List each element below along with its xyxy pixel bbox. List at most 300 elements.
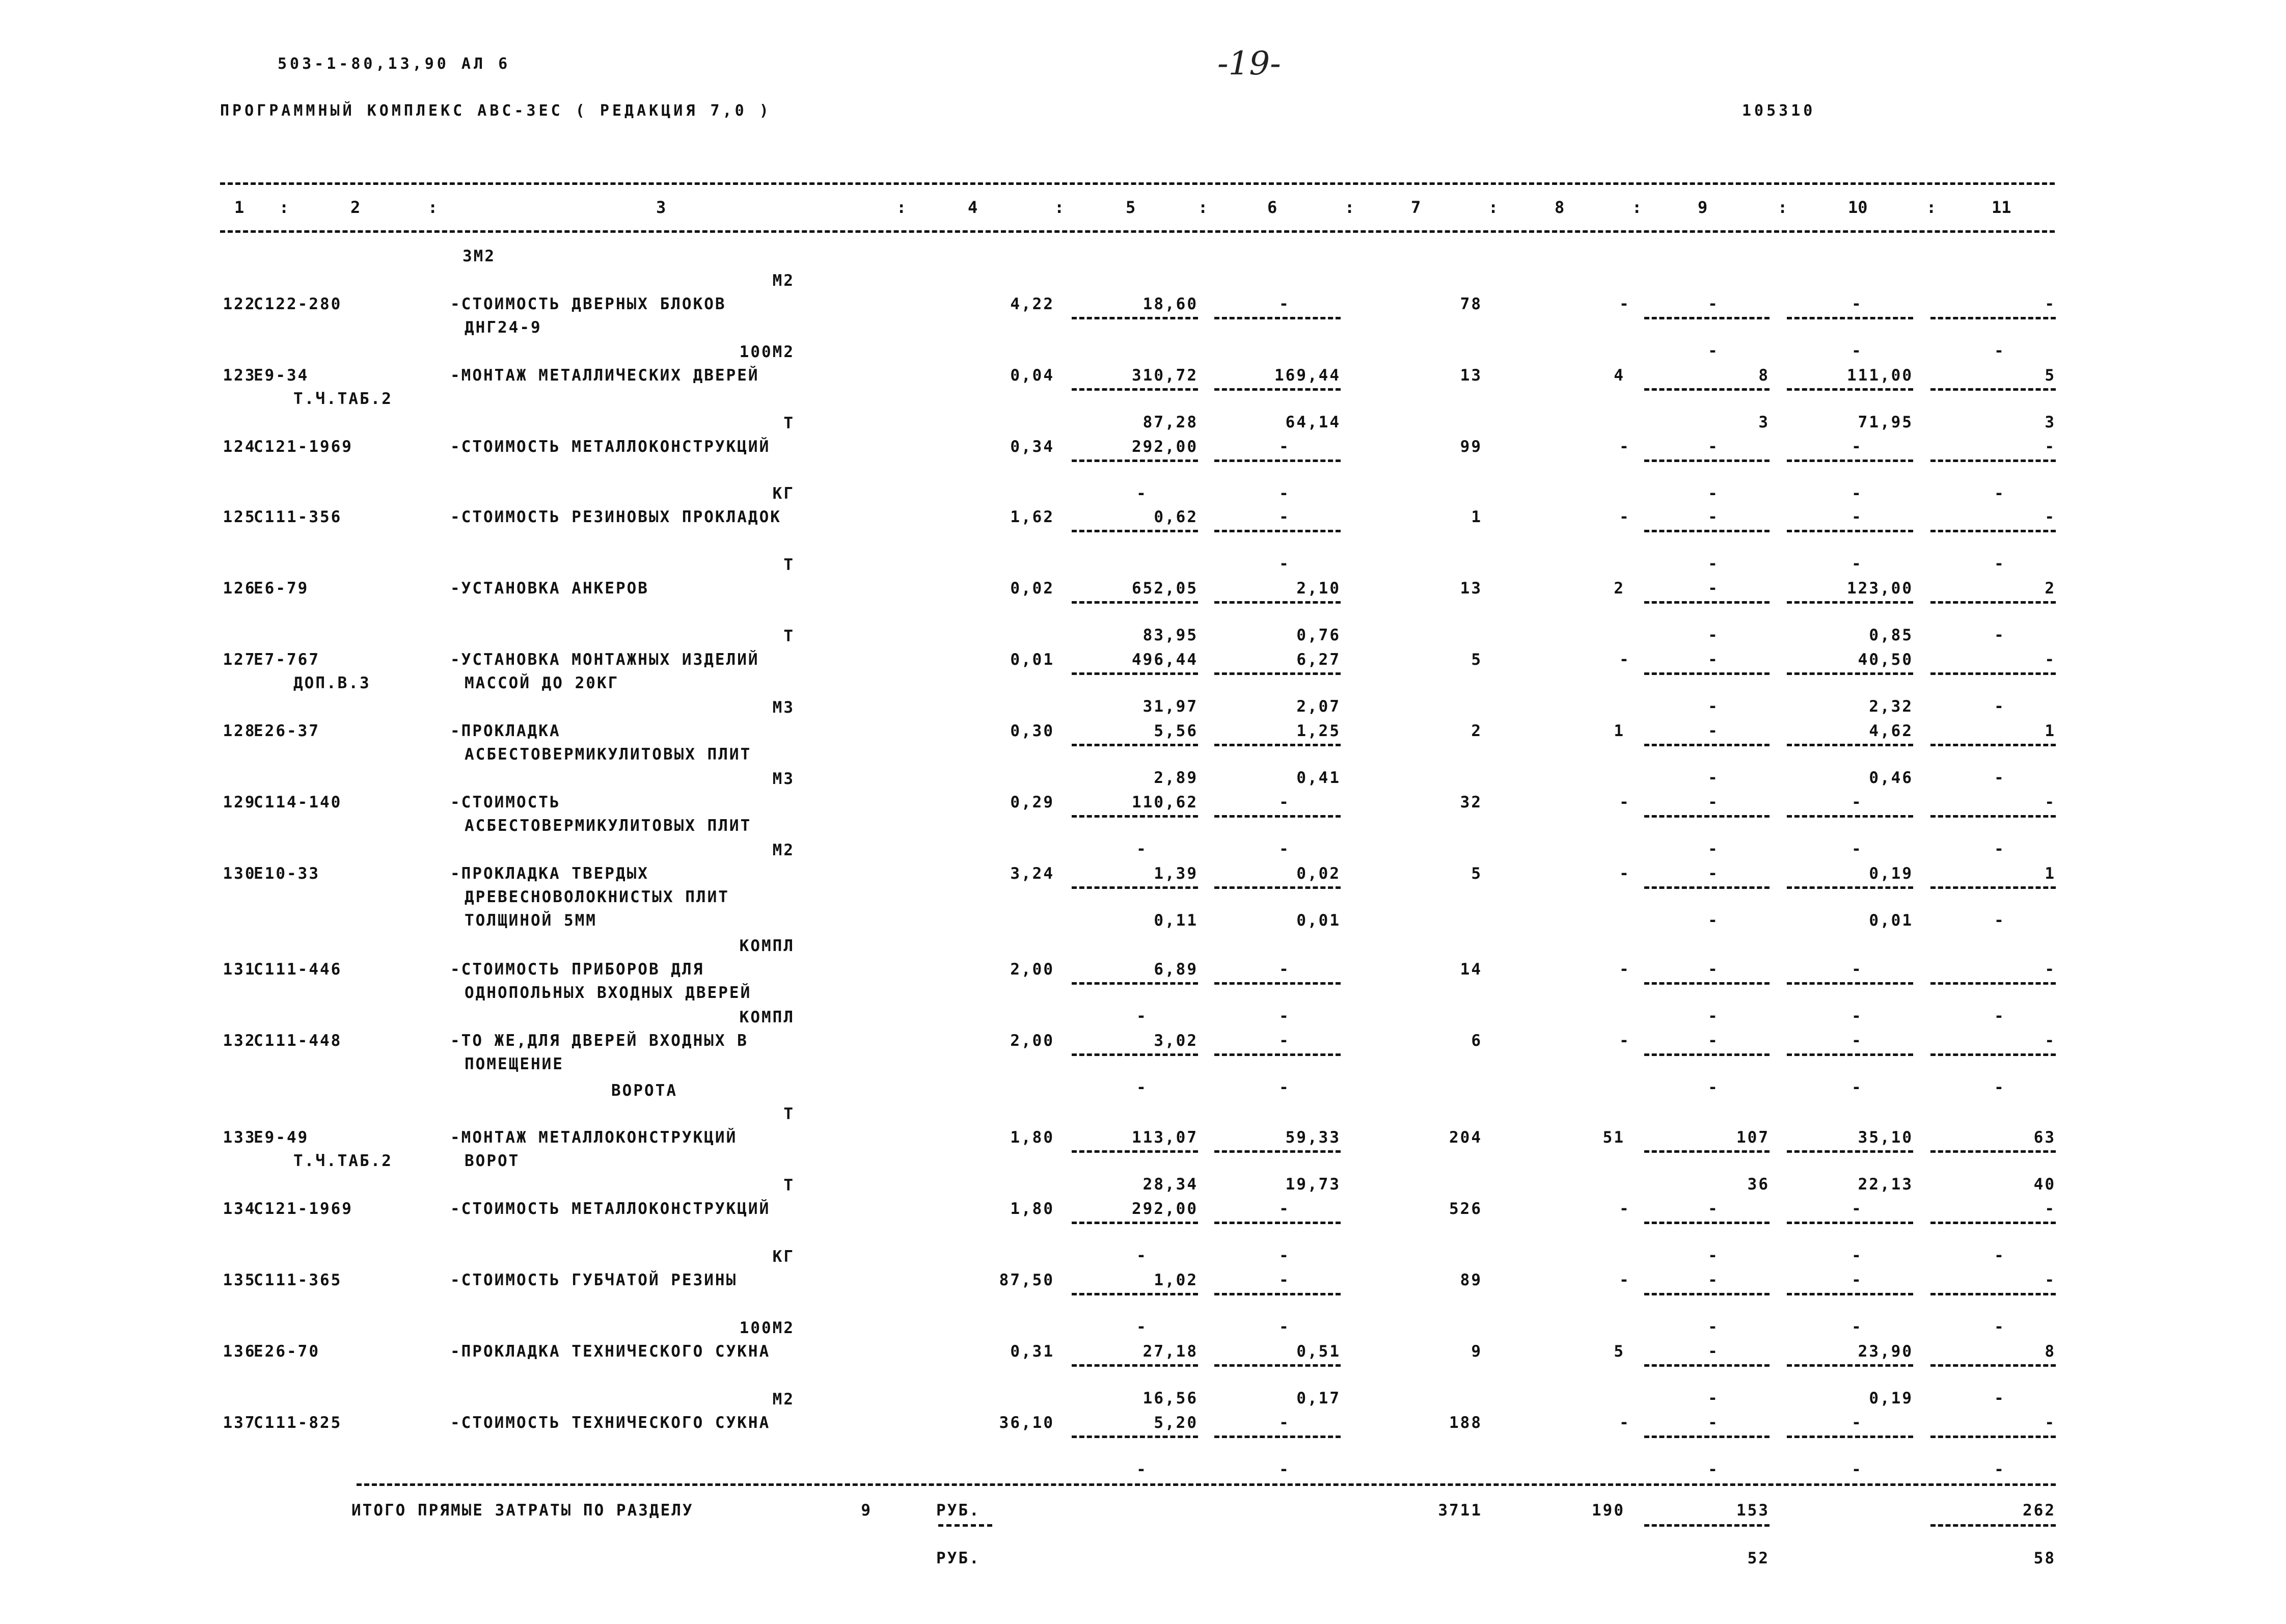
cell-rule — [1072, 388, 1198, 391]
row-number: 134 — [223, 1200, 256, 1218]
wages-unit: - — [1136, 1460, 1148, 1479]
cell-rule — [1787, 317, 1913, 319]
column-header-8: 8 — [1555, 198, 1565, 217]
row-number: 131 — [223, 960, 256, 979]
cell-rule — [1787, 530, 1913, 532]
row-number: 132 — [223, 1032, 256, 1050]
labor-machine-total: - — [1994, 1389, 2005, 1408]
total-cost: 6 — [1471, 1032, 1482, 1050]
wages-machine-unit: 2,07 — [1296, 697, 1341, 716]
unit-cost: 292,00 — [1132, 1200, 1198, 1218]
cell-rule — [1644, 886, 1770, 889]
cell-rule — [1072, 982, 1198, 985]
cell-rule — [1214, 459, 1341, 462]
cell-rule — [1787, 672, 1913, 675]
total-machine-wages-sum: 52 — [1747, 1549, 1770, 1567]
labor-total: 63 — [2033, 1128, 2056, 1147]
unit-cost: 292,00 — [1132, 438, 1198, 456]
wages-machine-unit: - — [1279, 1318, 1290, 1336]
total-wages: - — [1619, 508, 1630, 526]
quantity: 3,24 — [1010, 864, 1054, 883]
labor-norm: 35,10 — [1858, 1128, 1913, 1147]
cell-rule — [1214, 672, 1341, 675]
total-machines: - — [1708, 1342, 1719, 1361]
wages-unit: - — [1136, 1318, 1148, 1336]
row-number: 127 — [223, 651, 256, 669]
unit-label: КОМПЛ — [739, 937, 795, 955]
wages-unit: 28,34 — [1142, 1175, 1198, 1194]
column-header-10: 10 — [1848, 198, 1868, 217]
cell-rule — [1787, 744, 1913, 746]
unit-label: Т — [783, 1176, 795, 1195]
description-line: ДРЕВЕСНОВОЛОКНИСТЫХ ПЛИТ — [465, 888, 729, 906]
row-number: 126 — [223, 579, 256, 598]
resource-code: С111-448 — [254, 1032, 342, 1050]
column-separator: : — [896, 198, 907, 217]
description-line: -СТОИМОСТЬ ПРИБОРОВ ДЛЯ — [450, 960, 704, 979]
quantity: 36,10 — [999, 1414, 1054, 1432]
cell-rule — [1072, 1436, 1198, 1438]
total-wages: 1 — [1614, 722, 1625, 740]
unit-label: КГ — [772, 484, 795, 503]
unit-label: М2 — [772, 272, 795, 290]
unit-label: М2 — [772, 841, 795, 859]
resource-code-ref: Т.Ч.ТАБ.2 — [293, 1152, 393, 1170]
total-wages: 4 — [1614, 366, 1625, 385]
total-cost: 13 — [1460, 366, 1482, 385]
total-machines: - — [1708, 1032, 1719, 1050]
labor-machine-norm: 0,01 — [1869, 911, 1913, 930]
cell-rule — [1644, 1293, 1770, 1295]
labor-machine-norm: - — [1852, 342, 1863, 360]
labor-machine-total: - — [1994, 769, 2005, 787]
total-cost: 1 — [1471, 508, 1482, 526]
unit-cost-machines: 59,33 — [1285, 1128, 1341, 1147]
total-wages: - — [1619, 295, 1630, 313]
description-line: АСБЕСТОВЕРМИКУЛИТОВЫХ ПЛИТ — [465, 745, 752, 764]
labor-machine-total: - — [1994, 342, 2005, 360]
labor-machine-total: - — [1994, 840, 2005, 858]
labor-machine-norm: 0,85 — [1869, 626, 1913, 644]
labor-norm: 4,62 — [1869, 722, 1913, 740]
quantity: 0,34 — [1010, 438, 1054, 456]
column-header-9: 9 — [1698, 198, 1708, 217]
cell-rule — [1930, 815, 2056, 818]
wages-machine-unit: 0,01 — [1296, 911, 1341, 930]
labor-total: 1 — [2045, 722, 2056, 740]
cell-rule — [1214, 1293, 1341, 1295]
quantity: 4,22 — [1010, 295, 1054, 313]
cell-rule — [1787, 601, 1913, 604]
cell-rule — [1930, 317, 2056, 319]
total-cost: 5 — [1471, 864, 1482, 883]
description-line: -СТОИМОСТЬ ГУБЧАТОЙ РЕЗИНЫ — [450, 1271, 738, 1289]
description-line: ПОМЕЩЕНИЕ — [465, 1055, 564, 1073]
cell-rule — [1072, 1150, 1198, 1153]
quantity: 0,04 — [1010, 366, 1054, 385]
labor-norm: 40,50 — [1858, 651, 1913, 669]
quantity: 0,30 — [1010, 722, 1054, 740]
cell-rule — [1644, 530, 1770, 532]
cell-rule — [1072, 317, 1198, 319]
cell-rule — [1644, 672, 1770, 675]
labor-machine-total: - — [1994, 484, 2005, 503]
total-machine-labor-sum: 58 — [2033, 1549, 2056, 1567]
total-labor-sum: 262 — [2023, 1501, 2056, 1520]
wages-unit: - — [1136, 1247, 1148, 1265]
wages-machine-unit: - — [1279, 840, 1290, 858]
labor-machine-norm: - — [1852, 840, 1863, 858]
total-wages: - — [1619, 864, 1630, 883]
description-line: -ТО ЖЕ,ДЛЯ ДВЕРЕЙ ВХОДНЫХ В — [450, 1032, 748, 1050]
cell-rule — [1214, 815, 1341, 818]
total-machines: - — [1708, 864, 1719, 883]
quantity: 2,00 — [1010, 960, 1054, 979]
wages-machine-total: 36 — [1747, 1175, 1770, 1194]
labor-total: 8 — [2045, 1342, 2056, 1361]
cell-rule — [1072, 530, 1198, 532]
labor-machine-total: - — [1994, 1247, 2005, 1265]
description-line: ОДНОПОЛЬНЫХ ВХОДНЫХ ДВЕРЕЙ — [465, 984, 752, 1002]
cell-rule — [1930, 388, 2056, 391]
row-number: 137 — [223, 1414, 256, 1432]
cell-rule — [1787, 1293, 1913, 1295]
page-number: -19- — [1217, 45, 1281, 83]
resource-code: С111-446 — [254, 960, 342, 979]
labor-machine-norm: - — [1852, 1318, 1863, 1336]
cell-rule — [1930, 1053, 2056, 1056]
total-wages: - — [1619, 793, 1630, 811]
total-machines: 8 — [1758, 366, 1770, 385]
unit-cost-machines: - — [1279, 1200, 1290, 1218]
quantity: 0,01 — [1010, 651, 1054, 669]
total-machines: - — [1708, 960, 1719, 979]
cell-rule — [1072, 672, 1198, 675]
total-machines: - — [1708, 438, 1719, 456]
column-header-3: 3 — [656, 198, 666, 217]
cell-rule — [1214, 1150, 1341, 1153]
cell-rule — [1072, 1364, 1198, 1367]
wages-machine-unit: 64,14 — [1285, 413, 1341, 431]
labor-total: - — [2045, 793, 2056, 811]
unit-label: М3 — [772, 770, 795, 788]
cell-rule — [1644, 815, 1770, 818]
wages-machine-total: - — [1708, 1007, 1719, 1025]
total-cost: 89 — [1460, 1271, 1482, 1289]
cell-rule — [1214, 317, 1341, 319]
unit-label: КОМПЛ — [739, 1008, 795, 1026]
description-line: АСБЕСТОВЕРМИКУЛИТОВЫХ ПЛИТ — [465, 817, 752, 835]
column-separator: : — [1926, 198, 1937, 217]
wages-machine-unit: - — [1279, 1007, 1290, 1025]
unit-cost: 0,62 — [1154, 508, 1198, 526]
wages-machine-total: - — [1708, 342, 1719, 360]
unit-label: Т — [783, 556, 795, 574]
total-cost: 9 — [1471, 1342, 1482, 1361]
description-line: -СТОИМОСТЬ МЕТАЛЛОКОНСТРУКЦИЙ — [450, 1200, 771, 1218]
labor-machine-total: - — [1994, 1318, 2005, 1336]
resource-code: С111-365 — [254, 1271, 342, 1289]
quantity: 0,31 — [1010, 1342, 1054, 1361]
total-wages: - — [1619, 651, 1630, 669]
row-number: 128 — [223, 722, 256, 740]
labor-machine-total: - — [1994, 626, 2005, 644]
resource-code: Е7-767 — [254, 651, 320, 669]
labor-machine-norm: - — [1852, 484, 1863, 503]
labor-machine-total: 40 — [2033, 1175, 2056, 1194]
cell-rule — [1787, 1436, 1913, 1438]
labor-machine-norm: - — [1852, 1078, 1863, 1097]
unit-cost: 3,02 — [1154, 1032, 1198, 1050]
cell-rule — [1930, 530, 2056, 532]
unit-label: М2 — [772, 1390, 795, 1409]
total-cost: 32 — [1460, 793, 1482, 811]
unit-cost-machines: - — [1279, 793, 1290, 811]
labor-total: 1 — [2045, 864, 2056, 883]
labor-norm: - — [1852, 1032, 1863, 1050]
labor-machine-norm: 0,19 — [1869, 1389, 1913, 1408]
wages-machine-total: - — [1708, 1460, 1719, 1479]
total-cost: 13 — [1460, 579, 1482, 598]
row-number: 123 — [223, 366, 256, 385]
total-unit-rule — [938, 1524, 992, 1527]
total-cost: 5 — [1471, 651, 1482, 669]
total-section: 9 — [861, 1501, 872, 1520]
unit-label: 100М2 — [739, 343, 795, 361]
resource-code: С121-1969 — [254, 438, 353, 456]
cell-rule — [1644, 982, 1770, 985]
column-separator: : — [1345, 198, 1355, 217]
labor-machine-norm: 2,32 — [1869, 697, 1913, 716]
labor-total: 5 — [2045, 366, 2056, 385]
description-line: -ПРОКЛАДКА ТВЕРДЫХ — [450, 864, 649, 883]
total-rule — [357, 1483, 2056, 1486]
labor-norm: 111,00 — [1847, 366, 1913, 385]
total-wages: - — [1619, 1271, 1630, 1289]
description-line: -СТОИМОСТЬ ДВЕРНЫХ БЛОКОВ — [450, 295, 726, 313]
resource-code: Е26-37 — [254, 722, 320, 740]
total-machines: - — [1708, 579, 1719, 598]
total-wages: - — [1619, 438, 1630, 456]
labor-total: - — [2045, 651, 2056, 669]
cell-rule — [1930, 1293, 2056, 1295]
wages-machine-unit: 19,73 — [1285, 1175, 1341, 1194]
wages-machine-unit: - — [1279, 1247, 1290, 1265]
code-right: 105310 — [1742, 102, 1816, 120]
resource-code-ref: ДОП.В.3 — [293, 674, 371, 692]
unit-cost-machines: - — [1279, 1271, 1290, 1289]
total-cost: 78 — [1460, 295, 1482, 313]
column-separator: : — [1054, 198, 1065, 217]
column-separator: : — [428, 198, 438, 217]
cell-rule — [1930, 1436, 2056, 1438]
labor-norm: - — [1852, 1271, 1863, 1289]
labor-machine-total: - — [1994, 1007, 2005, 1025]
unit-cost: 110,62 — [1132, 793, 1198, 811]
total-machines: - — [1708, 295, 1719, 313]
cell-rule — [1644, 1222, 1770, 1224]
labor-total: - — [2045, 295, 2056, 313]
unit-cost-machines: - — [1279, 508, 1290, 526]
cell-rule — [1214, 601, 1341, 604]
cell-rule — [1787, 459, 1913, 462]
cell-rule — [1214, 1222, 1341, 1224]
resource-code: С114-140 — [254, 793, 342, 811]
labor-machine-norm: 0,46 — [1869, 769, 1913, 787]
unit-cost: 6,89 — [1154, 960, 1198, 979]
total-wages: 2 — [1614, 579, 1625, 598]
labor-machine-total: - — [1994, 697, 2005, 716]
description-line: -УСТАНОВКА МОНТАЖНЫХ ИЗДЕЛИЙ — [450, 651, 759, 669]
total-machines-sum: 153 — [1736, 1501, 1770, 1520]
cell-rule — [1787, 886, 1913, 889]
total-cost: 526 — [1449, 1200, 1482, 1218]
total-wages: - — [1619, 1032, 1630, 1050]
cell-rule — [1930, 886, 2056, 889]
row-number: 129 — [223, 793, 256, 811]
wages-machine-unit: - — [1279, 1078, 1290, 1097]
resource-code: С111-825 — [254, 1414, 342, 1432]
wages-unit: 2,89 — [1154, 769, 1198, 787]
unit-cost-machines: - — [1279, 295, 1290, 313]
unit-cost-machines: - — [1279, 438, 1290, 456]
resource-code: Е9-49 — [254, 1128, 309, 1147]
cell-rule — [1787, 815, 1913, 818]
cell-rule — [1072, 1053, 1198, 1056]
unit-cost-machines: 0,02 — [1296, 864, 1341, 883]
cell-rule — [1787, 1364, 1913, 1367]
labor-norm: - — [1852, 960, 1863, 979]
wages-unit: - — [1136, 1078, 1148, 1097]
labor-machine-total: - — [1994, 555, 2005, 573]
unit-label: 100М2 — [739, 1319, 795, 1337]
total-machines: - — [1708, 508, 1719, 526]
unit-cost: 310,72 — [1132, 366, 1198, 385]
total-machines: - — [1708, 1200, 1719, 1218]
unit-label: КГ — [772, 1248, 795, 1266]
description-line: МАССОЙ ДО 20КГ — [465, 674, 619, 692]
row-number: 122 — [223, 295, 256, 313]
column-separator: : — [1198, 198, 1208, 217]
resource-code: Е10-33 — [254, 864, 320, 883]
unit-cost: 652,05 — [1132, 579, 1198, 598]
unit-cost: 496,44 — [1132, 651, 1198, 669]
cell-rule — [1644, 459, 1770, 462]
quantity: 0,02 — [1010, 579, 1054, 598]
total-wages: 5 — [1614, 1342, 1625, 1361]
unit-cost-machines: - — [1279, 1414, 1290, 1432]
cell-rule — [1072, 1222, 1198, 1224]
cell-rule — [1214, 1053, 1341, 1056]
unit-cost-machines: - — [1279, 960, 1290, 979]
column-header-5: 5 — [1126, 198, 1136, 217]
description-line: -СТОИМОСТЬ РЕЗИНОВЫХ ПРОКЛАДОК — [450, 508, 781, 526]
cell-rule — [1930, 1524, 2056, 1527]
cell-rule — [1072, 1293, 1198, 1295]
labor-machine-total: - — [1994, 911, 2005, 930]
wages-unit: - — [1136, 840, 1148, 858]
resource-code-ref: Т.Ч.ТАБ.2 — [293, 390, 393, 408]
wages-machine-total: - — [1708, 840, 1719, 858]
cell-rule — [1214, 530, 1341, 532]
description-line: ДНГ24-9 — [465, 318, 542, 337]
labor-total: - — [2045, 438, 2056, 456]
total-unit-secondary: РУБ. — [936, 1549, 981, 1567]
labor-norm: - — [1852, 295, 1863, 313]
unit-cost: 1,02 — [1154, 1271, 1198, 1289]
description-line: ТОЛЩИНОЙ 5ММ — [465, 911, 597, 930]
resource-code: Е6-79 — [254, 579, 309, 598]
cell-rule — [1072, 459, 1198, 462]
unit-label: Т — [783, 627, 795, 645]
total-cost: 188 — [1449, 1414, 1482, 1432]
labor-machine-norm: - — [1852, 1007, 1863, 1025]
wages-unit: 87,28 — [1142, 413, 1198, 431]
cell-rule — [1072, 815, 1198, 818]
total-label: ИТОГО ПРЯМЫЕ ЗАТРАТЫ ПО РАЗДЕЛУ — [351, 1501, 694, 1520]
cell-rule — [1644, 744, 1770, 746]
total-machines: - — [1708, 1271, 1719, 1289]
cell-rule — [1644, 601, 1770, 604]
resource-code: Е26-70 — [254, 1342, 320, 1361]
resource-code: С121-1969 — [254, 1200, 353, 1218]
labor-norm: - — [1852, 438, 1863, 456]
unit-cost: 5,20 — [1154, 1414, 1198, 1432]
column-header-7: 7 — [1411, 198, 1421, 217]
cell-rule — [1214, 1436, 1341, 1438]
pre-label: ВОРОТА — [611, 1081, 677, 1100]
unit-label: Т — [783, 1105, 795, 1123]
cell-rule — [1644, 1524, 1770, 1527]
cell-rule — [1214, 744, 1341, 746]
total-machines: - — [1708, 722, 1719, 740]
unit-cost: 5,56 — [1154, 722, 1198, 740]
total-wages: 51 — [1602, 1128, 1625, 1147]
cell-rule — [1644, 388, 1770, 391]
quantity: 2,00 — [1010, 1032, 1054, 1050]
description-line: -МОНТАЖ МЕТАЛЛИЧЕСКИХ ДВЕРЕЙ — [450, 366, 759, 385]
labor-total: - — [2045, 960, 2056, 979]
total-cost: 2 — [1471, 722, 1482, 740]
column-separator: : — [279, 198, 289, 217]
cell-rule — [1214, 982, 1341, 985]
wages-unit: 16,56 — [1142, 1389, 1198, 1408]
column-separator: : — [1778, 198, 1788, 217]
cell-rule — [1214, 886, 1341, 889]
description-line: -СТОИМОСТЬ ТЕХНИЧЕСКОГО СУКНА — [450, 1414, 771, 1432]
wages-machine-total: - — [1708, 484, 1719, 503]
unit-label: М3 — [772, 698, 795, 717]
wages-machine-unit: - — [1279, 555, 1290, 573]
total-wages: - — [1619, 1200, 1630, 1218]
description-line: -СТОИМОСТЬ — [450, 793, 561, 811]
total-cost: 204 — [1449, 1128, 1482, 1147]
wages-machine-total: - — [1708, 1247, 1719, 1265]
labor-total: - — [2045, 1414, 2056, 1432]
unit-cost-machines: 2,10 — [1296, 579, 1341, 598]
wages-unit: 83,95 — [1142, 626, 1198, 644]
description-line: -СТОИМОСТЬ МЕТАЛЛОКОНСТРУКЦИЙ — [450, 438, 771, 456]
unit-cost-machines: 0,51 — [1296, 1342, 1341, 1361]
total-wages-sum: 190 — [1592, 1501, 1625, 1520]
resource-code: С111-356 — [254, 508, 342, 526]
cell-rule — [1644, 1436, 1770, 1438]
total-machines: - — [1708, 793, 1719, 811]
wages-machine-total: - — [1708, 626, 1719, 644]
column-separator: : — [1488, 198, 1499, 217]
cell-rule — [1787, 982, 1913, 985]
cell-rule — [1787, 1150, 1913, 1153]
